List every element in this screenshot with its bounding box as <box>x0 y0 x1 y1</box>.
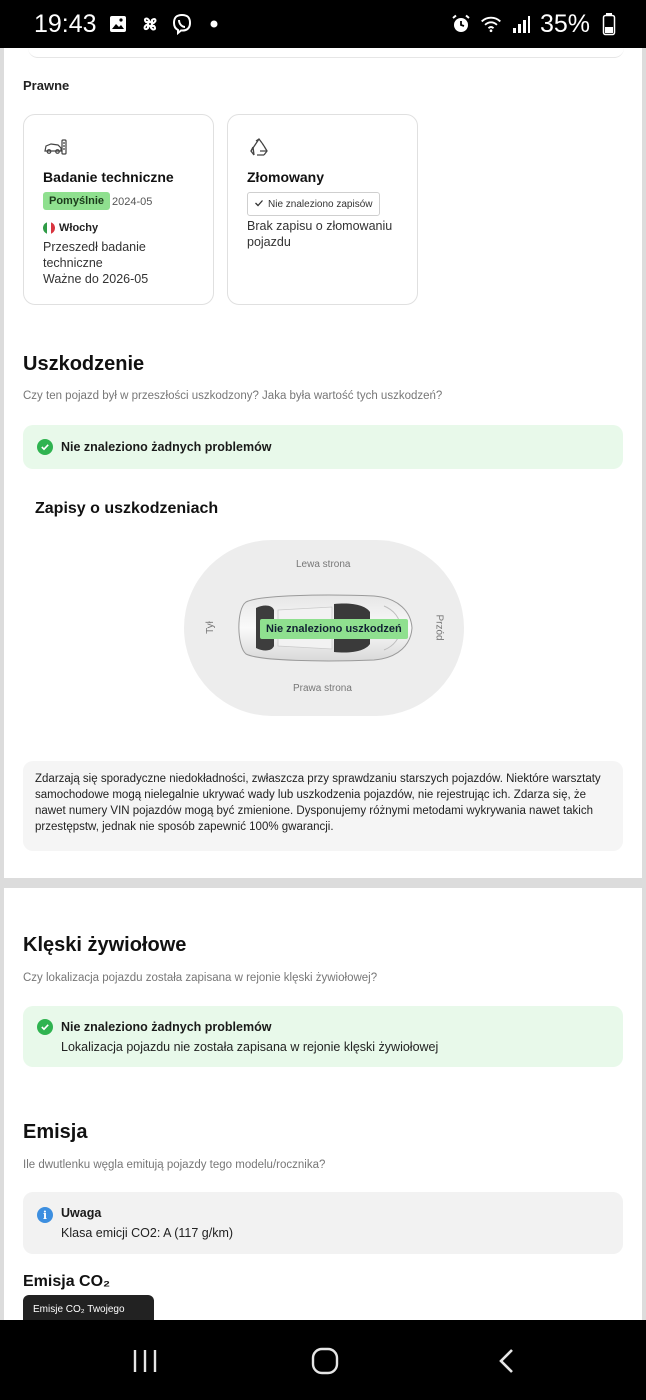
damage-heading: Uszkodzenie <box>23 353 145 375</box>
battery-icon <box>598 13 620 35</box>
legal-heading: Prawne <box>23 78 70 93</box>
diagram-front-label: Przód <box>433 614 445 641</box>
no-damage-label: Nie znaleziono uszkodzeń <box>260 619 408 639</box>
co2-tooltip: Emisje CO₂ Twojego <box>23 1295 154 1325</box>
diagram-rear-label: Tył <box>204 621 216 634</box>
viber-icon <box>171 13 193 35</box>
emission-note-text: Klasa emicji CO2: A (117 g/km) <box>61 1226 234 1240</box>
inspection-country-name: Włochy <box>59 222 99 234</box>
gallery-icon <box>107 13 129 35</box>
disasters-question: Czy lokalizacja pojazdu została zapisana w rejonie klęski żywiołowej? <box>23 972 378 984</box>
scrapped-tag-text: Nie znaleziono zapisów <box>268 198 373 210</box>
damage-ok-box <box>23 425 623 469</box>
back-button[interactable] <box>492 1346 522 1376</box>
damage-disclaimer: Zdarzają się sporadyczne niedokładności, zwłaszcza przy sprawdzaniu starszych pojazdów. Niektóre warsztaty samochodowe mogą nielegalnie ukrywać wady lub uszkodzenia pojazdów, nie rejestrując ich. Zdarza się, że nawet numery VIN pojazdów mogą być zmienione. Dysponujemy różnymi metodami wykrywania nawet takich przestępstw, jednak nie sposób zapewnić 100% gwarancji. <box>23 761 623 851</box>
inspection-card[interactable] <box>23 114 214 305</box>
emission-heading: Emisja <box>23 1121 88 1143</box>
report-card-top <box>4 48 642 878</box>
emission-note-title: Uwaga <box>61 1206 102 1220</box>
damage-records-heading: Zapisy o uszkodzeniach <box>35 500 219 517</box>
check-circle-icon <box>37 1019 53 1035</box>
disasters-ok-box <box>23 1006 623 1067</box>
diagram-left-side-label: Lewa strona <box>296 559 351 570</box>
recent-apps-button[interactable] <box>130 1346 160 1376</box>
co2-emission-heading: Emisja CO₂ <box>23 1273 111 1290</box>
damage-ok-label: Nie znaleziono żadnych problemów <box>61 440 272 454</box>
clock: 19:43 <box>34 9 97 38</box>
disasters-heading: Klęski żywiołowe <box>23 934 187 956</box>
info-icon: i <box>37 1207 53 1223</box>
check-circle-icon <box>37 439 53 455</box>
inspection-date: 2024-05 <box>112 196 153 208</box>
emission-question: Ile dwutlenku węgla emitują pojazdy tego modelu/rocznika? <box>23 1159 326 1171</box>
disasters-ok-label: Nie znaleziono żadnych problemów <box>61 1020 272 1034</box>
inspection-valid-until: Ważne do 2026-05 <box>43 272 149 286</box>
system-nav-bar <box>0 1320 646 1400</box>
battery-percent: 35% <box>539 9 590 38</box>
scrapped-title: Złomowany <box>247 169 325 185</box>
inspection-result-text: Przeszedł badanie techniczne <box>43 240 146 270</box>
report-card-bottom <box>4 888 642 1320</box>
disasters-ok-sub: Lokalizacja pojazdu nie została zapisana w rejonie klęski żywiołowej <box>61 1040 439 1054</box>
scrapped-text: Brak zapisu o złomowaniu pojazdu <box>247 219 393 249</box>
wifi-icon <box>480 13 502 35</box>
recycle-icon <box>248 137 270 164</box>
car-inspection-icon <box>43 137 67 162</box>
previous-card-edge <box>28 48 624 58</box>
signal-icon <box>510 13 532 35</box>
italy-flag-icon <box>43 222 55 234</box>
scrapped-tag <box>247 192 380 216</box>
status-bar <box>0 0 646 48</box>
fan-icon <box>139 13 161 35</box>
alarm-icon <box>450 13 472 35</box>
scrapped-card[interactable] <box>227 114 418 305</box>
checkmark-icon <box>254 195 264 213</box>
diagram-right-side-label: Prawa strona <box>293 683 352 694</box>
inspection-status-badge: Pomyślnie <box>43 192 110 210</box>
damage-question: Czy ten pojazd był w przeszłości uszkodzony? Jaka była wartość tych uszkodzeń? <box>23 390 443 402</box>
home-button[interactable] <box>310 1346 340 1376</box>
inspection-title: Badanie techniczne <box>43 169 174 185</box>
dot-icon <box>203 13 225 35</box>
damage-diagram <box>184 540 464 716</box>
emission-note-box <box>23 1192 623 1254</box>
inspection-country <box>43 222 98 234</box>
